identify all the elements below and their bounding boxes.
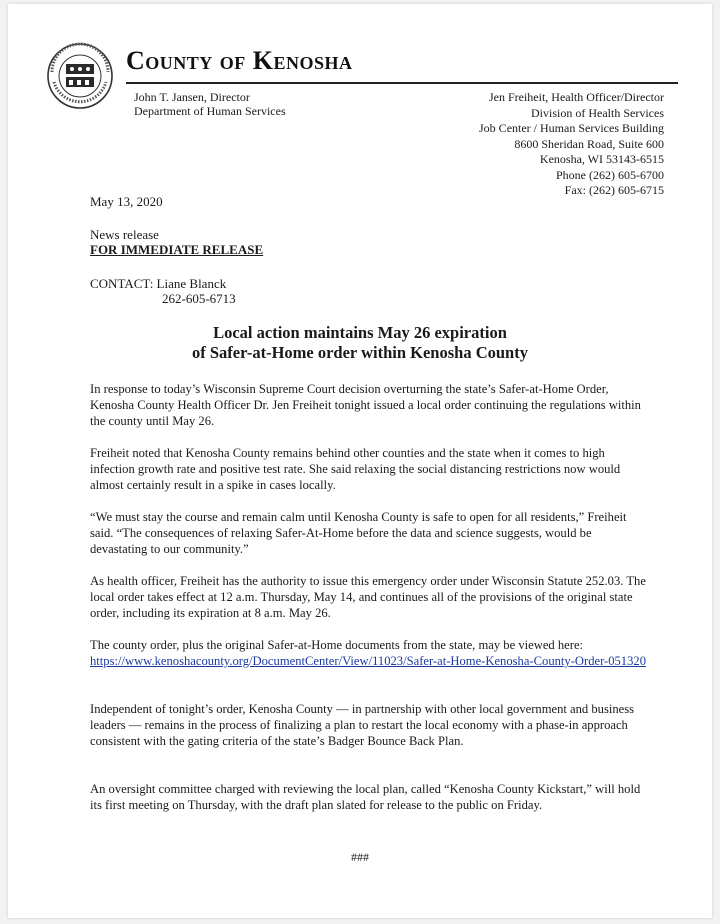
street-address: 8600 Sheridan Road, Suite 600 — [514, 136, 664, 151]
director-name: John T. Jansen, Director — [134, 90, 250, 104]
county-title: County of Kenosha — [126, 46, 353, 75]
paragraph-1: In response to today’s Wisconsin Supreme Court decision overturning the state’s Safer-at-Home Order, Kenosha County Health Officer Dr. Jen Freiheit tonight issued a local order continuing the regulations within the county until May 26. — [90, 382, 641, 428]
contact-phone: 262-605-6713 — [162, 291, 236, 306]
city-state-zip: Kenosha, WI 53143-6515 — [539, 152, 664, 166]
headline-line-1: Local action maintains May 26 expiration — [213, 323, 507, 342]
order-document-link[interactable]: https://www.kenoshacounty.org/DocumentCenter/View/11023/Safer-at-Home-Kenosha-County-Order-051320 — [90, 654, 646, 668]
paragraph-5 — [90, 637, 646, 669]
contact-block — [90, 276, 236, 306]
paragraph-3: “We must stay the course and remain calm until Kenosha County is safe to open for all residents,” Freiheit said. “The consequences of relaxing Safer-At-Home before the data and science suggests, would be devastating to our community.” — [90, 510, 627, 556]
paragraph-2: Freiheit noted that Kenosha County remains behind other counties and the state when it comes to high infection growth rate and positive test rate. She said relaxing the social distancing restrictions now would almost certainly result in a spike in cases locally. — [90, 446, 621, 492]
paragraph-6: Independent of tonight’s order, Kenosha County — in partnership with other local government and business leaders — remains in the process of finalizing a plan to restart the local economy with a phase-in approach consistent with the gating criteria of the state’s Badger Bounce Back Plan. — [90, 702, 635, 748]
end-mark: ### — [351, 850, 369, 864]
release-type — [90, 227, 263, 257]
news-release-label: News release — [90, 227, 159, 242]
director-block — [134, 90, 286, 118]
county-seal-icon — [46, 42, 114, 110]
health-office-block — [479, 90, 664, 199]
headline-line-2: of Safer-at-Home order within Kenosha County — [192, 343, 528, 362]
release-date: May 13, 2020 — [90, 194, 163, 209]
immediate-release-label: FOR IMMEDIATE RELEASE — [90, 242, 264, 257]
contact-name: CONTACT: Liane Blanck — [90, 276, 227, 291]
paragraph-4: As health officer, Freiheit has the authority to issue this emergency order under Wisconsin Statute 252.03. The local order takes effect at 12 a.m. Thursday, May 14, and continues all of the provisions of the original state order, including its expiration at 8 a.m. May 26. — [90, 574, 646, 620]
health-officer-name: Jen Freiheit, Health Officer/Director — [488, 90, 664, 104]
headline — [8, 323, 712, 363]
fax-number: Fax: (262) 605-6715 — [564, 183, 664, 197]
department-name: Department of Human Services — [134, 104, 286, 118]
paragraph-7: An oversight committee charged with reviewing the local plan, called “Kenosha County Kickstart,” will hold its first meeting on Thursday, with the draft plan slated for release to the public on Friday. — [90, 782, 641, 812]
phone-number: Phone (262) 605-6700 — [556, 167, 664, 182]
paragraph-5-text: The county order, plus the original Safer-at-Home documents from the state, may be viewed here: — [90, 638, 584, 652]
division-name: Division of Health Services — [531, 105, 664, 120]
building-name: Job Center / Human Services Building — [479, 121, 664, 135]
letterhead-rule — [126, 82, 678, 84]
press-release-page — [8, 4, 712, 918]
